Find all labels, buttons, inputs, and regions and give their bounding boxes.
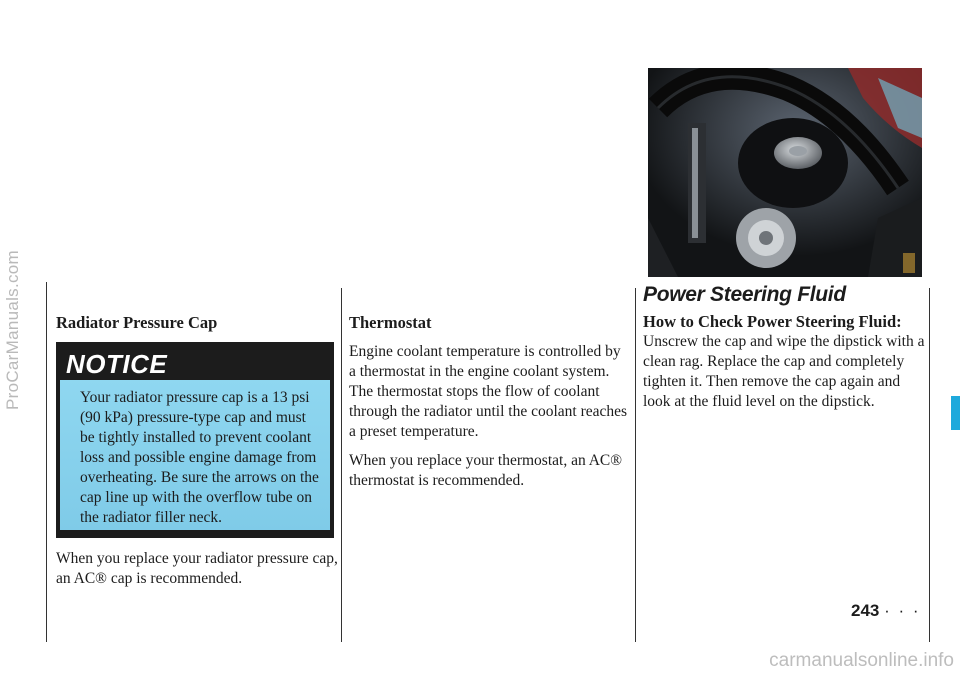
power-steering-subheading: How to Check Power Steering Fluid:	[643, 312, 902, 331]
bottom-watermark: carmanualsonline.info	[769, 650, 954, 671]
page-number-dots: · · ·	[884, 601, 921, 620]
engine-bay-illustration	[648, 68, 922, 277]
notice-title: NOTICE	[66, 349, 168, 379]
column-rule-far-right	[929, 288, 930, 642]
notice-box	[56, 342, 334, 538]
radiator-recommendation: When you replace your radiator pressure cap, an AC® cap is recommended.	[56, 550, 338, 587]
radiator-after-notice	[56, 549, 340, 598]
power-steering-title: Power Steering Fluid	[643, 283, 846, 306]
power-steering-instructions: Unscrew the cap and wipe the dipstick with a clean rag. Replace the cap and completely tighten it. Then remove the cap again and look at the fluid level on the dipstick.	[643, 333, 925, 410]
power-steering-section	[643, 285, 927, 421]
radiator-heading: Radiator Pressure Cap	[56, 313, 218, 332]
notice-body: Your radiator pressure cap is a 13 psi (90 kPa) pressure-type cap and must be tightly installed to prevent coolant loss and possible engine damage from overheating. Be sure the arrows on the cap line up with the overflow tube on the radiator filler neck.	[60, 380, 330, 530]
side-watermark	[2, 30, 24, 630]
page-number	[851, 601, 921, 621]
column-rule-left	[46, 282, 47, 642]
column-rule-right	[635, 288, 636, 642]
chapter-tab-marker	[951, 396, 960, 430]
page-number-value: 243	[851, 601, 880, 620]
thermostat-paragraph-1: Engine coolant temperature is controlled by a thermostat in the engine coolant system. The thermostat stops the flow of coolant through the radiator until the coolant reaches a preset temperature.	[349, 343, 628, 440]
column-rule-middle	[341, 288, 342, 642]
power-steering-reservoir-photo	[648, 68, 922, 277]
radiator-section	[56, 313, 338, 342]
thermostat-section	[349, 313, 631, 500]
side-watermark-text: ProCarManuals.com	[3, 249, 23, 411]
thermostat-paragraph-2: When you replace your thermostat, an AC® thermostat is recommended.	[349, 452, 623, 489]
thermostat-heading: Thermostat	[349, 313, 432, 332]
